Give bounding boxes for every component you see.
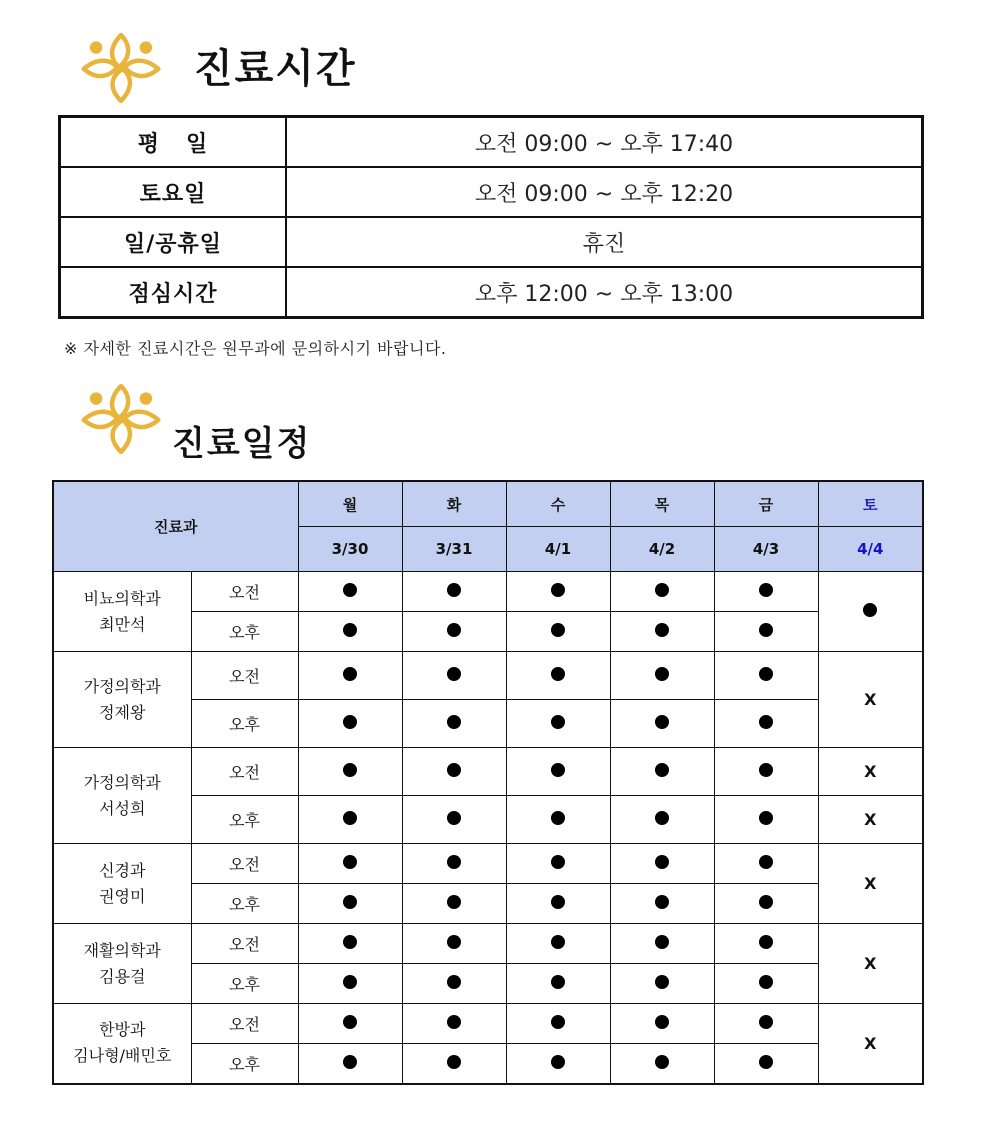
schedule-table xyxy=(52,480,924,1085)
hours-label: 토요일 xyxy=(60,167,287,217)
open-mark-cell xyxy=(402,1044,506,1084)
day-header: 금 xyxy=(714,481,818,527)
open-dot-icon xyxy=(551,935,565,949)
open-dot-icon xyxy=(655,855,669,869)
open-mark-cell xyxy=(298,652,402,700)
hours-table xyxy=(58,115,924,319)
open-dot-icon xyxy=(343,895,357,909)
open-dot-icon xyxy=(655,895,669,909)
session-label: 오후 xyxy=(191,700,298,748)
session-label: 오전 xyxy=(191,652,298,700)
session-label: 오전 xyxy=(191,924,298,964)
hours-value: 오후 12:00 ~ 오후 13:00 xyxy=(286,267,923,318)
open-dot-icon xyxy=(551,667,565,681)
open-dot-icon xyxy=(551,895,565,909)
open-dot-icon xyxy=(447,623,461,637)
doctor-name: 정제왕 xyxy=(99,702,146,722)
closed-mark-cell xyxy=(818,652,923,748)
open-mark-cell xyxy=(402,612,506,652)
open-mark-cell xyxy=(402,700,506,748)
doctor-name: 서성희 xyxy=(99,798,146,818)
day-header: 월 xyxy=(298,481,402,527)
department-cell xyxy=(53,1004,191,1084)
open-mark-cell xyxy=(714,748,818,796)
open-dot-icon xyxy=(343,1055,357,1069)
closed-mark-cell xyxy=(818,844,923,924)
open-dot-icon xyxy=(759,855,773,869)
schedule-body xyxy=(53,572,923,1084)
open-dot-icon xyxy=(551,975,565,989)
open-mark-cell xyxy=(402,1004,506,1044)
open-mark-cell xyxy=(714,652,818,700)
section-header-hours xyxy=(76,28,357,108)
doctor-name: 김용걸 xyxy=(99,966,146,986)
open-mark-cell xyxy=(298,748,402,796)
open-mark-cell xyxy=(610,964,714,1004)
open-dot-icon xyxy=(447,935,461,949)
open-mark-cell xyxy=(506,1004,610,1044)
open-mark-cell xyxy=(298,1044,402,1084)
open-mark-cell xyxy=(298,700,402,748)
open-mark-cell xyxy=(506,652,610,700)
department-cell xyxy=(53,652,191,748)
section-header-schedule xyxy=(76,372,311,465)
open-mark-cell xyxy=(714,884,818,924)
closed-x-mark: X xyxy=(864,874,877,893)
open-dot-icon xyxy=(447,1055,461,1069)
session-label: 오후 xyxy=(191,796,298,844)
hours-note: ※ 자세한 진료시간은 원무과에 문의하시기 바랍니다. xyxy=(64,339,447,358)
open-dot-icon xyxy=(447,855,461,869)
closed-x-mark: X xyxy=(864,1033,877,1053)
open-mark-cell xyxy=(610,884,714,924)
date-header: 4/3 xyxy=(714,527,818,572)
closed-x-mark: X xyxy=(864,690,877,709)
open-mark-cell xyxy=(610,844,714,884)
open-dot-icon xyxy=(759,895,773,909)
open-dot-icon xyxy=(343,763,357,777)
open-dot-icon xyxy=(655,811,669,825)
open-dot-icon xyxy=(343,1015,357,1029)
schedule-row xyxy=(53,924,923,964)
session-label: 오전 xyxy=(191,844,298,884)
open-dot-icon xyxy=(447,811,461,825)
department-cell xyxy=(53,924,191,1004)
open-mark-cell xyxy=(402,924,506,964)
open-mark-cell xyxy=(506,844,610,884)
open-dot-icon xyxy=(343,811,357,825)
open-mark-cell xyxy=(506,572,610,612)
open-dot-icon xyxy=(551,811,565,825)
open-dot-icon xyxy=(343,715,357,729)
open-mark-cell xyxy=(402,748,506,796)
open-dot-icon xyxy=(759,583,773,597)
open-dot-icon xyxy=(447,763,461,777)
open-dot-icon xyxy=(655,667,669,681)
open-mark-cell xyxy=(610,1004,714,1044)
schedule-row xyxy=(53,748,923,796)
open-mark-cell xyxy=(610,652,714,700)
closed-mark-cell xyxy=(818,924,923,1004)
open-mark-cell xyxy=(714,572,818,612)
schedule-row xyxy=(53,844,923,884)
open-dot-icon xyxy=(655,715,669,729)
open-dot-icon xyxy=(551,1055,565,1069)
open-dot-icon xyxy=(655,1055,669,1069)
closed-x-mark: X xyxy=(864,762,877,781)
closed-x-mark: X xyxy=(864,810,877,829)
open-dot-icon xyxy=(863,603,877,617)
department-name: 가정의학과 xyxy=(83,676,161,696)
open-mark-cell xyxy=(714,612,818,652)
open-mark-cell xyxy=(610,612,714,652)
open-mark-cell xyxy=(298,844,402,884)
open-mark-cell xyxy=(402,796,506,844)
dept-header: 진료과 xyxy=(53,481,298,572)
schedule-row xyxy=(53,652,923,700)
open-mark-cell xyxy=(506,884,610,924)
open-mark-cell xyxy=(506,700,610,748)
department-name: 비뇨의학과 xyxy=(83,588,161,608)
open-dot-icon xyxy=(551,855,565,869)
hours-row xyxy=(60,267,923,318)
open-mark-cell xyxy=(402,652,506,700)
open-dot-icon xyxy=(759,975,773,989)
open-mark-cell xyxy=(298,964,402,1004)
hours-row xyxy=(60,167,923,217)
flower-logo-icon xyxy=(76,379,166,459)
open-mark-cell xyxy=(714,1044,818,1084)
open-dot-icon xyxy=(551,583,565,597)
open-dot-icon xyxy=(655,935,669,949)
day-header-row xyxy=(53,481,923,527)
open-mark-cell xyxy=(298,572,402,612)
open-dot-icon xyxy=(655,763,669,777)
hours-value: 오전 09:00 ~ 오후 17:40 xyxy=(286,117,923,168)
open-mark-cell xyxy=(610,700,714,748)
open-dot-icon xyxy=(655,975,669,989)
open-mark-cell xyxy=(610,796,714,844)
session-label: 오후 xyxy=(191,964,298,1004)
hours-label: 점심시간 xyxy=(60,267,287,318)
date-header-saturday: 4/4 xyxy=(818,527,923,572)
day-header: 목 xyxy=(610,481,714,527)
open-dot-icon xyxy=(759,1015,773,1029)
schedule-row xyxy=(53,572,923,612)
day-header: 수 xyxy=(506,481,610,527)
doctor-name: 권영미 xyxy=(99,886,146,906)
date-header: 3/31 xyxy=(402,527,506,572)
open-dot-icon xyxy=(759,763,773,777)
hours-value: 오전 09:00 ~ 오후 12:20 xyxy=(286,167,923,217)
session-label: 오후 xyxy=(191,1044,298,1084)
open-dot-icon xyxy=(759,715,773,729)
open-dot-icon xyxy=(447,975,461,989)
open-dot-icon xyxy=(551,623,565,637)
open-dot-icon xyxy=(655,1015,669,1029)
closed-mark-cell xyxy=(818,796,923,844)
department-cell xyxy=(53,748,191,844)
open-dot-icon xyxy=(447,895,461,909)
open-mark-cell xyxy=(714,1004,818,1044)
page-title-schedule: 진료일정 xyxy=(172,424,312,464)
open-mark-cell xyxy=(714,924,818,964)
page-title-hours: 진료시간 xyxy=(194,45,357,92)
open-mark-cell xyxy=(714,700,818,748)
open-dot-icon xyxy=(447,715,461,729)
open-dot-icon xyxy=(343,667,357,681)
department-name: 가정의학과 xyxy=(83,772,161,792)
schedule-row xyxy=(53,1004,923,1044)
doctor-name: 최만석 xyxy=(99,614,146,634)
date-header: 3/30 xyxy=(298,527,402,572)
open-dot-icon xyxy=(343,623,357,637)
open-mark-cell xyxy=(714,844,818,884)
hours-row xyxy=(60,117,923,168)
session-label: 오전 xyxy=(191,748,298,796)
session-label: 오전 xyxy=(191,572,298,612)
open-mark-cell xyxy=(402,844,506,884)
department-name: 한방과 xyxy=(99,1020,146,1040)
hours-value: 휴진 xyxy=(286,217,923,267)
open-dot-icon xyxy=(759,1055,773,1069)
open-dot-icon xyxy=(759,623,773,637)
open-mark-cell xyxy=(610,572,714,612)
department-cell xyxy=(53,572,191,652)
open-dot-icon xyxy=(551,1015,565,1029)
open-mark-cell xyxy=(818,572,923,652)
session-label: 오전 xyxy=(191,1004,298,1044)
hours-label: 평 일 xyxy=(60,117,287,168)
hours-label: 일/공휴일 xyxy=(60,217,287,267)
open-mark-cell xyxy=(506,612,610,652)
department-name: 재활의학과 xyxy=(83,940,161,960)
open-mark-cell xyxy=(506,796,610,844)
open-mark-cell xyxy=(714,964,818,1004)
open-mark-cell xyxy=(402,884,506,924)
open-mark-cell xyxy=(610,1044,714,1084)
open-mark-cell xyxy=(714,796,818,844)
closed-mark-cell xyxy=(818,748,923,796)
flower-logo-icon xyxy=(76,28,166,108)
open-mark-cell xyxy=(298,796,402,844)
open-mark-cell xyxy=(298,924,402,964)
open-dot-icon xyxy=(343,583,357,597)
open-mark-cell xyxy=(402,572,506,612)
open-dot-icon xyxy=(447,583,461,597)
open-mark-cell xyxy=(610,924,714,964)
doctor-name: 김나형/배민호 xyxy=(73,1046,172,1066)
department-name: 신경과 xyxy=(99,860,146,880)
hours-row xyxy=(60,217,923,267)
closed-x-mark: X xyxy=(864,954,877,973)
open-dot-icon xyxy=(551,715,565,729)
session-label: 오후 xyxy=(191,884,298,924)
open-dot-icon xyxy=(655,583,669,597)
open-dot-icon xyxy=(447,1015,461,1029)
open-mark-cell xyxy=(298,884,402,924)
open-mark-cell xyxy=(402,964,506,1004)
open-dot-icon xyxy=(655,623,669,637)
date-header: 4/2 xyxy=(610,527,714,572)
open-mark-cell xyxy=(610,748,714,796)
open-mark-cell xyxy=(506,1044,610,1084)
open-mark-cell xyxy=(506,748,610,796)
day-header: 화 xyxy=(402,481,506,527)
open-dot-icon xyxy=(343,855,357,869)
date-header: 4/1 xyxy=(506,527,610,572)
department-cell xyxy=(53,844,191,924)
open-dot-icon xyxy=(343,975,357,989)
open-dot-icon xyxy=(759,667,773,681)
open-mark-cell xyxy=(298,1004,402,1044)
open-dot-icon xyxy=(447,667,461,681)
open-dot-icon xyxy=(759,935,773,949)
open-dot-icon xyxy=(759,811,773,825)
open-dot-icon xyxy=(343,935,357,949)
open-mark-cell xyxy=(506,964,610,1004)
open-mark-cell xyxy=(506,924,610,964)
session-label: 오후 xyxy=(191,612,298,652)
day-header-saturday: 토 xyxy=(818,481,923,527)
open-mark-cell xyxy=(298,612,402,652)
open-dot-icon xyxy=(551,763,565,777)
closed-mark-cell xyxy=(818,1004,923,1084)
